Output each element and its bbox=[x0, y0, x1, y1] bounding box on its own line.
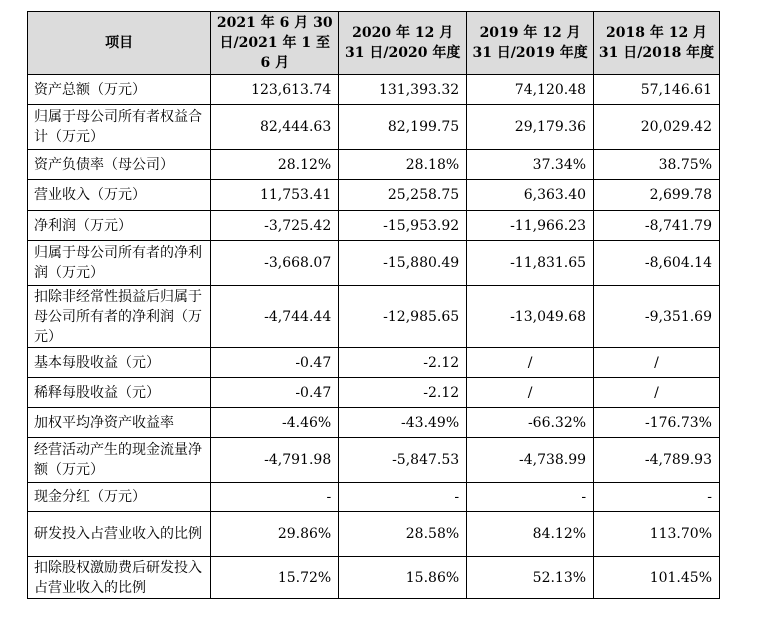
cell-value: -176.73% bbox=[594, 408, 720, 438]
cell-value: 82,199.75 bbox=[339, 105, 467, 150]
cell-value: -66.32% bbox=[467, 408, 594, 438]
cell-value: 15.86% bbox=[339, 557, 467, 599]
cell-value: -4,791.98 bbox=[211, 438, 339, 483]
cell-value: 37.34% bbox=[467, 150, 594, 180]
cell-value: 20,029.42 bbox=[594, 105, 720, 150]
cell-value: - bbox=[594, 483, 720, 512]
cell-value: 6,363.40 bbox=[467, 180, 594, 211]
cell-value: 113.70% bbox=[594, 512, 720, 557]
cell-value: -3,668.07 bbox=[211, 241, 339, 286]
row-label: 基本每股收益（元） bbox=[28, 348, 211, 378]
cell-value: -15,880.49 bbox=[339, 241, 467, 286]
row-label: 研发投入占营业收入的比例 bbox=[28, 512, 211, 557]
cell-value: 123,613.74 bbox=[211, 75, 339, 105]
row-label: 扣除股权激励费后研发投入占营业收入的比例 bbox=[28, 557, 211, 599]
row-label: 资产负债率（母公司） bbox=[28, 150, 211, 180]
cell-value: - bbox=[467, 483, 594, 512]
financial-data-table bbox=[27, 11, 720, 599]
row-label: 扣除非经常性损益后归属于母公司所有者的净利润（万元） bbox=[28, 286, 211, 348]
table-row bbox=[28, 286, 720, 348]
cell-value: 28.58% bbox=[339, 512, 467, 557]
header-2018: 2018 年 12 月 31 日/2018 年度 bbox=[594, 12, 720, 75]
row-label: 稀释每股收益（元） bbox=[28, 378, 211, 408]
cell-value: -15,953.92 bbox=[339, 211, 467, 241]
table-row bbox=[28, 211, 720, 241]
header-2020: 2020 年 12 月 31 日/2020 年度 bbox=[339, 12, 467, 75]
cell-value: 74,120.48 bbox=[467, 75, 594, 105]
table-row bbox=[28, 105, 720, 150]
table-row bbox=[28, 408, 720, 438]
cell-value: 57,146.61 bbox=[594, 75, 720, 105]
header-item: 项目 bbox=[28, 12, 211, 75]
cell-value: -11,831.65 bbox=[467, 241, 594, 286]
cell-value: 28.12% bbox=[211, 150, 339, 180]
table-row bbox=[28, 438, 720, 483]
cell-value: -4,738.99 bbox=[467, 438, 594, 483]
cell-value: 84.12% bbox=[467, 512, 594, 557]
table-row bbox=[28, 75, 720, 105]
row-label: 现金分红（万元） bbox=[28, 483, 211, 512]
table-row bbox=[28, 378, 720, 408]
table-row bbox=[28, 512, 720, 557]
row-label: 资产总额（万元） bbox=[28, 75, 211, 105]
row-label: 经营活动产生的现金流量净额（万元） bbox=[28, 438, 211, 483]
table-row bbox=[28, 180, 720, 211]
header-2021h1: 2021 年 6 月 30 日/2021 年 1 至 6 月 bbox=[211, 12, 339, 75]
cell-value: 2,699.78 bbox=[594, 180, 720, 211]
cell-value: - bbox=[339, 483, 467, 512]
cell-value: 52.13% bbox=[467, 557, 594, 599]
cell-value: -8,741.79 bbox=[594, 211, 720, 241]
table-row bbox=[28, 557, 720, 599]
cell-value: -13,049.68 bbox=[467, 286, 594, 348]
row-label: 净利润（万元） bbox=[28, 211, 211, 241]
cell-value: 38.75% bbox=[594, 150, 720, 180]
header-2019: 2019 年 12 月 31 日/2019 年度 bbox=[467, 12, 594, 75]
cell-value: 28.18% bbox=[339, 150, 467, 180]
cell-value: -3,725.42 bbox=[211, 211, 339, 241]
row-label: 归属于母公司所有者权益合计（万元） bbox=[28, 105, 211, 150]
cell-value: -0.47 bbox=[211, 378, 339, 408]
cell-value: -2.12 bbox=[339, 348, 467, 378]
cell-value: - bbox=[211, 483, 339, 512]
cell-value: 11,753.41 bbox=[211, 180, 339, 211]
cell-value: -9,351.69 bbox=[594, 286, 720, 348]
cell-value: -5,847.53 bbox=[339, 438, 467, 483]
row-label: 营业收入（万元） bbox=[28, 180, 211, 211]
row-label: 归属于母公司所有者的净利润（万元） bbox=[28, 241, 211, 286]
row-label: 加权平均净资产收益率 bbox=[28, 408, 211, 438]
cell-value: / bbox=[594, 348, 720, 378]
cell-value: -0.47 bbox=[211, 348, 339, 378]
table-row bbox=[28, 348, 720, 378]
cell-value: / bbox=[467, 348, 594, 378]
cell-value: -8,604.14 bbox=[594, 241, 720, 286]
cell-value: -43.49% bbox=[339, 408, 467, 438]
cell-value: -2.12 bbox=[339, 378, 467, 408]
cell-value: / bbox=[594, 378, 720, 408]
cell-value: 82,444.63 bbox=[211, 105, 339, 150]
table-row bbox=[28, 150, 720, 180]
cell-value: 131,393.32 bbox=[339, 75, 467, 105]
cell-value: 101.45% bbox=[594, 557, 720, 599]
cell-value: 29,179.36 bbox=[467, 105, 594, 150]
cell-value: 25,258.75 bbox=[339, 180, 467, 211]
cell-value: -4.46% bbox=[211, 408, 339, 438]
table-row bbox=[28, 483, 720, 512]
cell-value: 15.72% bbox=[211, 557, 339, 599]
table-header-row bbox=[28, 12, 720, 75]
cell-value: -4,789.93 bbox=[594, 438, 720, 483]
cell-value: -11,966.23 bbox=[467, 211, 594, 241]
cell-value: -4,744.44 bbox=[211, 286, 339, 348]
cell-value: 29.86% bbox=[211, 512, 339, 557]
table-row bbox=[28, 241, 720, 286]
cell-value: -12,985.65 bbox=[339, 286, 467, 348]
cell-value: / bbox=[467, 378, 594, 408]
